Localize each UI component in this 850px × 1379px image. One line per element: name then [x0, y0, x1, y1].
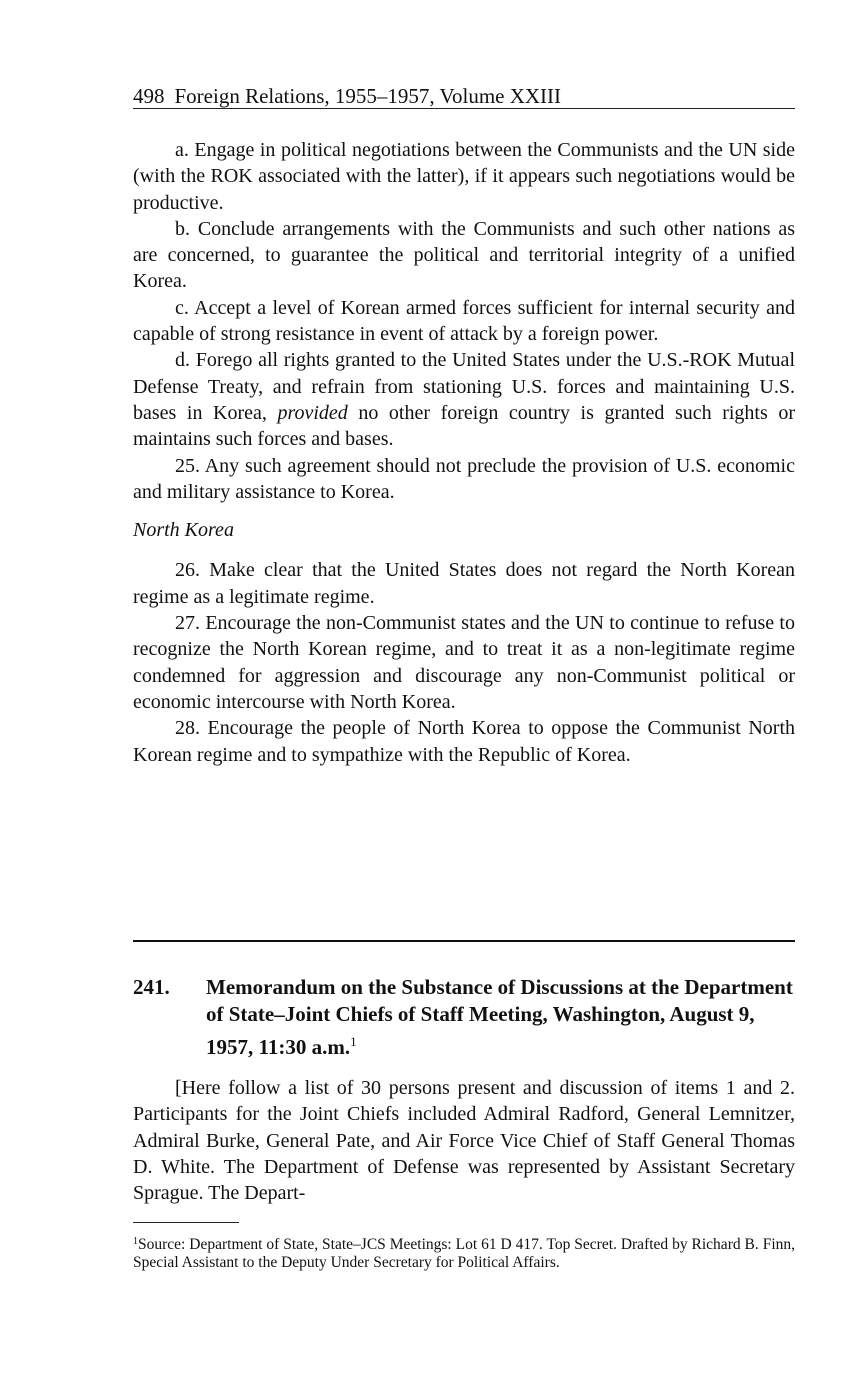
section-heading-north-korea: North Korea [133, 519, 234, 542]
footnote-text: Source: Department of State, State–JCS Meetings: Lot 61 D 417. Top Secret. Drafted by Richard B. Finn, Special Assistant to the Deputy Under Secretary for Political Affairs. [133, 1236, 795, 1271]
upper-text-block [133, 137, 795, 768]
running-header [133, 84, 795, 109]
footnote [133, 1233, 795, 1272]
item-25: 25. Any such agreement should not preclude the provision of U.S. economic and military assistance to Korea. [133, 454, 795, 503]
item-28: 28. Encourage the people of North Korea to oppose the Communist North Korean regime and to sympathize with the Republic of Korea. [133, 717, 795, 766]
item-d-text-1: d. Forego all rights granted to the United States under the U.S.-ROK Mutual Defense Treaty, and refrain from stationing U.S. forces and maintaining U.S. bases in Korea, [133, 349, 795, 424]
document-title-wrap [206, 974, 795, 1061]
footnote-rule [133, 1222, 239, 1223]
page-number: 498 [133, 84, 165, 108]
item-27: 27. Encourage the non-Communist states and the UN to continue to refuse to recognize the North Korean regime, and to treat it as a non-legitimate regime condemned for aggression and discourage any non-Communist political or economic intercourse with North Korea. [133, 612, 795, 713]
document-paragraph: [Here follow a list of 30 persons present and discussion of items 1 and 2. Participants for the Joint Chiefs included Admiral Radford, General Lemnitzer, Admiral Burke, General Pate, and Air Force Vice Chief of Staff General Thomas D. White. The Department of Defense was represented by Assistant Secretary Sprague. The Depart- [133, 1077, 795, 1205]
document-body [133, 1075, 795, 1206]
section-divider [133, 940, 795, 942]
item-c: c. Accept a level of Korean armed forces sufficient for internal security and capable of strong resistance in event of attack by a foreign power. [133, 296, 795, 346]
footnote-reference: 1 [350, 1034, 357, 1049]
item-b: b. Conclude arrangements with the Communists and such other nations as are concerned, to guarantee the political and territorial integrity of a unified Korea. [133, 217, 795, 293]
item-d [133, 347, 795, 452]
footnote-marker: 1 [133, 1236, 138, 1247]
document-title: Memorandum on the Substance of Discussions at the Department of State–Joint Chiefs of Staff Meeting, Washington, August 9, 1957, 11:30 a.m. [206, 975, 793, 1059]
document-heading [133, 974, 795, 1061]
item-26: 26. Make clear that the United States does not regard the North Korean regime as a legitimate regime. [133, 559, 795, 608]
item-d-italic: provided [277, 401, 348, 424]
item-a: a. Engage in political negotiations between the Communists and the UN side (with the ROK associated with the latter), if it appears such negotiations would be productive. [133, 139, 795, 214]
document-number: 241. [133, 975, 170, 999]
volume-title: Foreign Relations, 1955–1957, Volume XXIII [174, 84, 562, 108]
item-d-text-2: no other foreign country is granted such rights or maintains such forces and bases. [133, 401, 795, 451]
